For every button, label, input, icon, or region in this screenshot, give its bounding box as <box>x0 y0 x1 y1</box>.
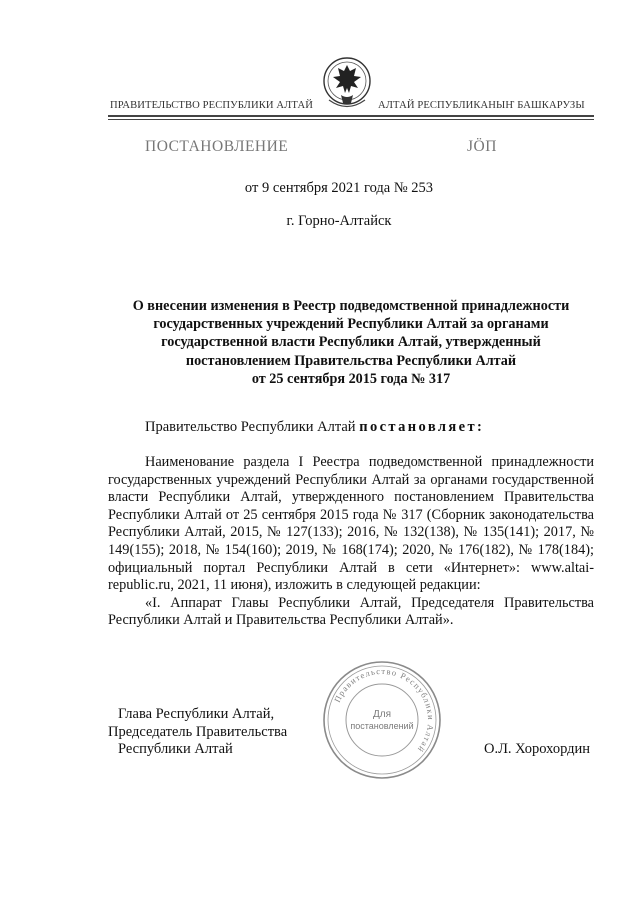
signatory-line: Председатель Правительства <box>108 723 288 740</box>
resolution-intro <box>145 419 484 436</box>
signatory-line: Республики Алтай <box>118 741 233 758</box>
document-body <box>108 454 594 630</box>
coat-of-arms-icon <box>321 55 373 115</box>
signatory-position <box>108 706 287 759</box>
signatory-line: Глава Республики Алтай, <box>118 706 275 722</box>
signatory-name: О.Л. Хорохордин <box>484 741 591 757</box>
document-city: г. Горно-Алтайск <box>286 213 392 229</box>
stamp-center-line1: Для <box>372 709 392 720</box>
header-org-right: АЛТАЙ РЕСПУБЛИКАНЫҤ БАШКАРУЗЫ <box>378 100 585 111</box>
body-paragraph: Наименование раздела I Реестра подведомственной принадлежности государственных учреждений Республики Алтай за органами государственной власти Республики Алтай, утвержденного постановлением Правительства Республики Алтай от 25 сентября 2015 года № 317 (Сборник законодательства Республики Алтай, 2015, № 127(133); 2016, № 132(138), № 135(141); 2017, № 149(155); 2018, № 154(160); 2019, № 168(174); 2020, № 176(182), № 178(184); официальный портал Республики Алтай в сети «Интернет»: www.altai-republic.ru, 2021, 11 июня), изложить в следующей редакции: <box>108 454 594 594</box>
header-rule-thin <box>108 119 594 120</box>
intro-prefix: Правительство Республики Алтай <box>145 419 360 435</box>
doc-type-russian: ПОСТАНОВЛЕНИЕ <box>145 138 289 155</box>
header-rule-thick <box>108 115 594 117</box>
title-line: от 25 сентября 2015 года № 317 <box>251 370 451 387</box>
intro-resolves: постановляет: <box>359 419 485 435</box>
doc-type-altai: ЈӦП <box>467 138 497 155</box>
document-date: от 9 сентября 2021 года № 253 <box>244 180 434 196</box>
body-paragraph: «I. Аппарат Главы Республики Алтай, Председателя Правительства Республики Алтай и Правительства Республики Алтай». <box>108 594 594 629</box>
stamp-center-line2: постановлений <box>350 721 414 731</box>
title-line: О внесении изменения в Реестр подведомственной принадлежности <box>132 298 570 314</box>
official-stamp <box>321 659 443 781</box>
title-line: государственной власти Республики Алтай, утвержденный <box>161 334 541 351</box>
document-title <box>108 297 594 388</box>
title-line: постановлением Правительства Республики Алтай <box>185 352 517 369</box>
stamp-ring-textpath: Правительство Республики Алтай <box>331 665 437 755</box>
header-org-left: ПРАВИТЕЛЬСТВО РЕСПУБЛИКИ АЛТАЙ <box>110 100 313 111</box>
title-line: государственных учреждений Республики Алтай за органами <box>153 316 549 333</box>
